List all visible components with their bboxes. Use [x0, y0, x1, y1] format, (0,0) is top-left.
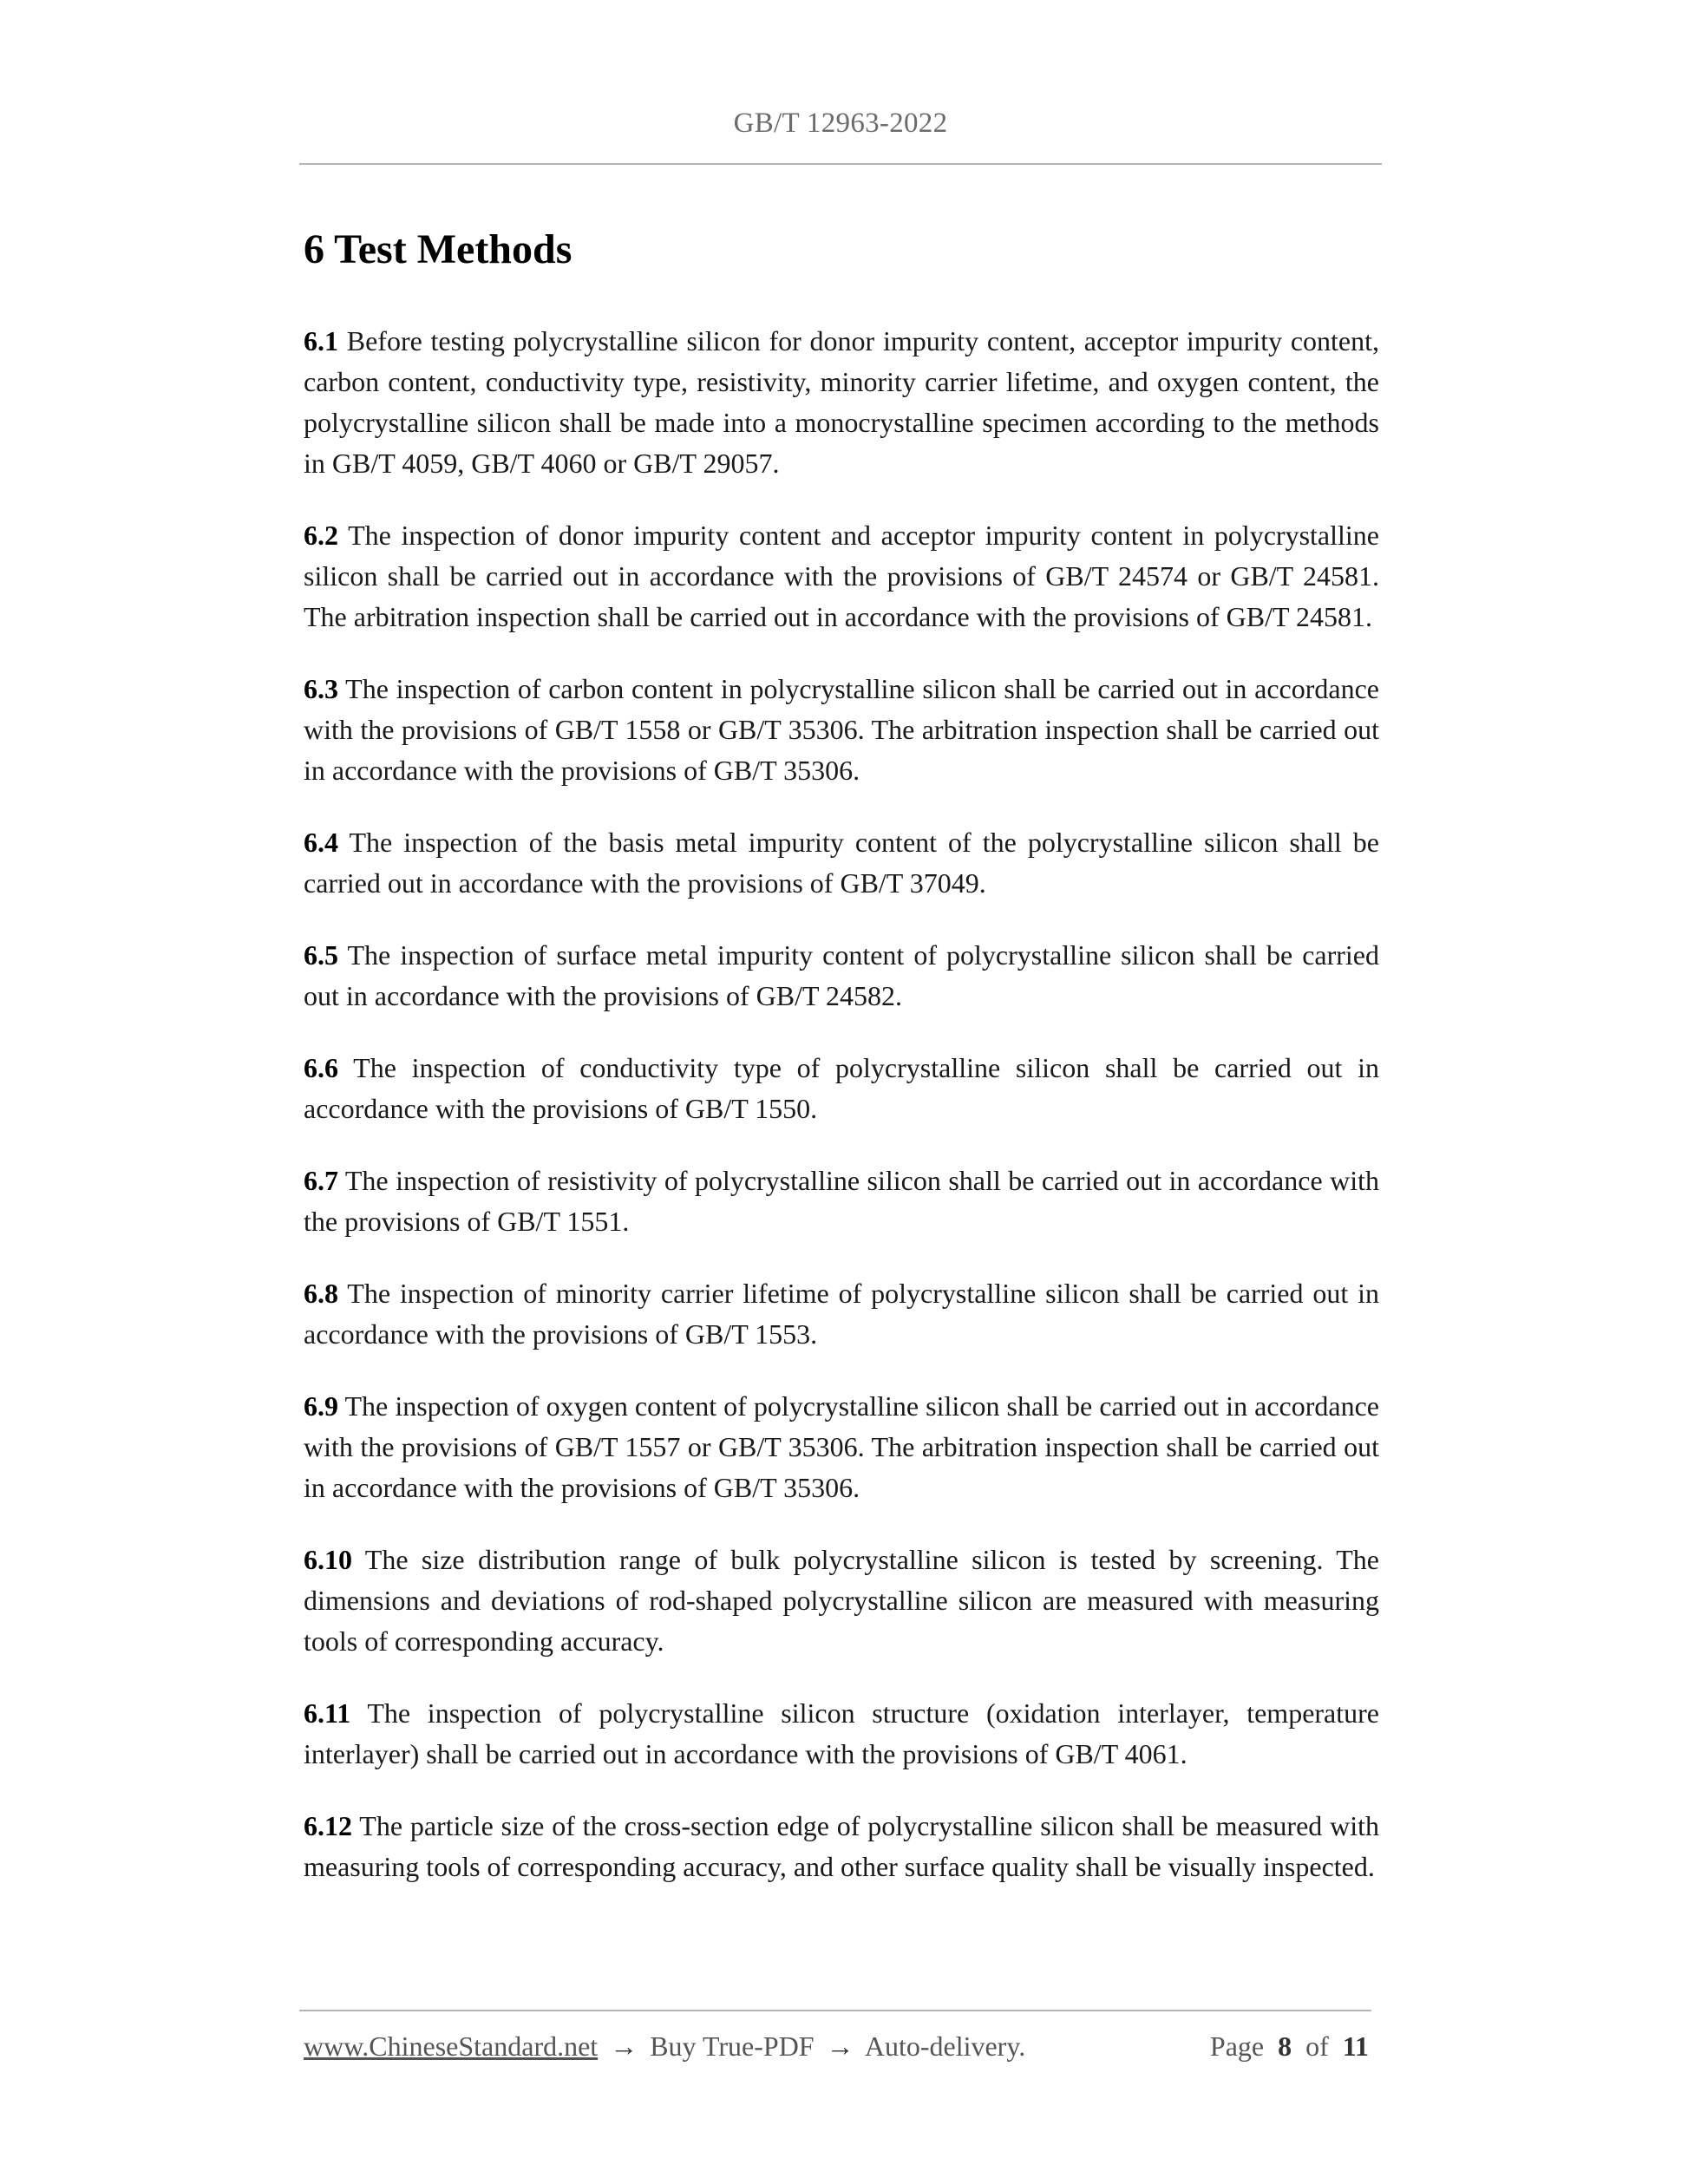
document-code-header: GB/T 12963-2022: [733, 108, 948, 139]
section-title: 6 Test Methods: [304, 226, 572, 272]
page-indicator: [1210, 2030, 1369, 2063]
clause-number: 6.8: [304, 1278, 338, 1309]
header-divider: [299, 163, 1382, 165]
clause-number: 6.5: [304, 939, 338, 971]
arrow-right-icon: →: [610, 2030, 638, 2062]
arrow-right-icon: →: [826, 2030, 854, 2062]
clause-list: [304, 321, 1379, 1919]
page-current: 8: [1278, 2030, 1292, 2062]
clause-paragraph: [304, 1161, 1379, 1242]
clause-text: The inspection of polycrystalline silicon structure (oxidation interlayer, temperature interlayer) shall be carried out in accordance with the provisions of GB/T 4061.: [304, 1697, 1380, 1769]
page-word: Page: [1209, 2030, 1265, 2062]
clause-text: The inspection of the basis metal impurity content of the polycrystalline silicon shall be carried out in accordance with the provisions of GB/T 37049.: [304, 827, 1380, 899]
clause-text: The inspection of donor impurity content and acceptor impurity content in polycrystalline silicon shall be carried out in accordance with the provisions of GB/T 24574 or GB/T 24581. The arbitration inspection shall be carried out in accordance with the provisions of GB/T 24581.: [304, 520, 1380, 632]
clause-paragraph: [304, 1540, 1379, 1662]
clause-text: Before testing polycrystalline silicon for donor impurity content, acceptor impurity content, carbon content, conductivity type, resistivity, minority carrier lifetime, and oxygen content, the polycrystalline silicon shall be made into a monocrystalline specimen according to the methods in GB/T 4059, GB/T 4060 or GB/T 29057.: [304, 325, 1380, 479]
footer-divider: [299, 2010, 1371, 2011]
clause-text: The inspection of oxygen content of polycrystalline silicon shall be carried out in accordance with the provisions of GB/T 1557 or GB/T 35306. The arbitration inspection shall be carried out in accordance with the provisions of GB/T 35306.: [304, 1390, 1380, 1503]
buy-pdf-text: Buy True-PDF: [650, 2030, 815, 2062]
clause-number: 6.10: [304, 1544, 352, 1575]
clause-paragraph: [304, 515, 1379, 638]
clause-text: The inspection of carbon content in polycrystalline silicon shall be carried out in accordance with the provisions of GB/T 1558 or GB/T 35306. The arbitration inspection shall be carried out in accordance with the provisions of GB/T 35306.: [304, 673, 1380, 786]
clause-paragraph: [304, 1048, 1379, 1129]
clause-paragraph: [304, 1273, 1379, 1355]
clause-paragraph: [304, 822, 1379, 904]
clause-number: 6.9: [304, 1390, 338, 1422]
clause-number: 6.11: [304, 1697, 351, 1729]
clause-number: 6.12: [304, 1810, 352, 1841]
page-total: 11: [1342, 2030, 1369, 2062]
clause-text: The inspection of surface metal impurity content of polycrystalline silicon shall be carried out in accordance with the provisions of GB/T 24582.: [304, 939, 1380, 1011]
page-of-word: of: [1305, 2030, 1329, 2062]
clause-text: The inspection of resistivity of polycrystalline silicon shall be carried out in accordance with the provisions of GB/T 1551.: [304, 1165, 1380, 1237]
clause-number: 6.7: [304, 1165, 338, 1196]
clause-paragraph: [304, 1693, 1379, 1775]
clause-text: The inspection of minority carrier lifetime of polycrystalline silicon shall be carried out in accordance with the provisions of GB/T 1553.: [304, 1278, 1380, 1350]
clause-number: 6.1: [304, 325, 338, 356]
clause-paragraph: [304, 935, 1379, 1017]
clause-text: The size distribution range of bulk polycrystalline silicon is tested by screening. The dimensions and deviations of rod-shaped polycrystalline silicon are measured with measuring tools of corresponding accuracy.: [304, 1544, 1380, 1657]
footer-promo: [304, 2030, 1025, 2063]
clause-number: 6.6: [304, 1052, 338, 1083]
clause-paragraph: [304, 1386, 1379, 1508]
clause-paragraph: [304, 669, 1379, 791]
clause-text: The inspection of conductivity type of polycrystalline silicon shall be carried out in accordance with the provisions of GB/T 1550.: [304, 1052, 1380, 1124]
clause-paragraph: [304, 1806, 1379, 1887]
clause-number: 6.2: [304, 520, 338, 551]
site-link[interactable]: www.ChineseStandard.net: [304, 2030, 599, 2062]
page-footer: [304, 2030, 1369, 2063]
clause-number: 6.3: [304, 673, 338, 704]
clause-text: The particle size of the cross-section edge of polycrystalline silicon shall be measured with measuring tools of corresponding accuracy, and other surface quality shall be visually inspected.: [304, 1810, 1380, 1882]
clause-number: 6.4: [304, 827, 338, 858]
clause-paragraph: [304, 321, 1379, 484]
auto-delivery-text: Auto-delivery.: [864, 2030, 1026, 2062]
